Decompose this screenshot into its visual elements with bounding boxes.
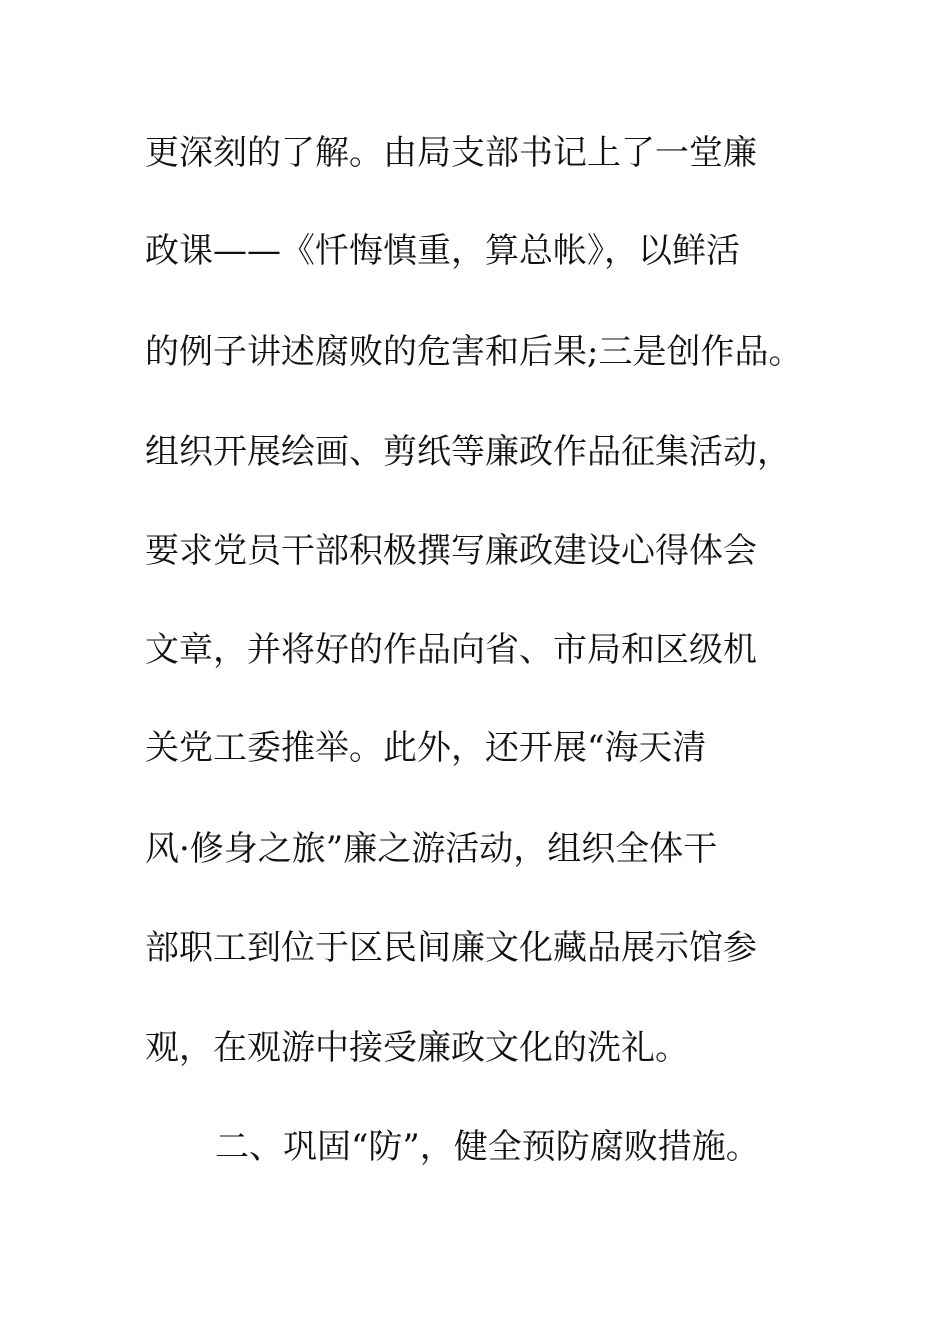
paragraph-line-9: 部职工到位于区民间廉文化藏品展示馆参 xyxy=(145,928,757,968)
paragraph-line-4: 组织开展绘画、剪纸等廉政作品征集活动， xyxy=(145,432,791,472)
paragraph-line-1: 更深刻的了解。由局支部书记上了一堂廉 xyxy=(145,133,757,173)
paragraph-line-5: 要求党员干部积极撰写廉政建设心得体会 xyxy=(145,531,757,571)
paragraph-line-8: 风·修身之旅”廉之游活动，组织全体干 xyxy=(145,829,718,869)
paragraph-line-10: 观，在观游中接受廉政文化的洗礼。 xyxy=(145,1028,689,1068)
paragraph-line-6: 文章，并将好的作品向省、市局和区级机 xyxy=(145,630,757,670)
paragraph-line-7: 关党工委推举。此外，还开展“海天清 xyxy=(145,728,707,768)
paragraph-line-3: 的例子讲述腐败的危害和后果;三是创作品。 xyxy=(145,332,803,372)
paragraph-line-2: 政课——《忏悔慎重，算总帐》，以鲜活 xyxy=(145,231,740,271)
section-heading: 二、巩固“防”，健全预防腐败措施。 xyxy=(215,1127,760,1167)
